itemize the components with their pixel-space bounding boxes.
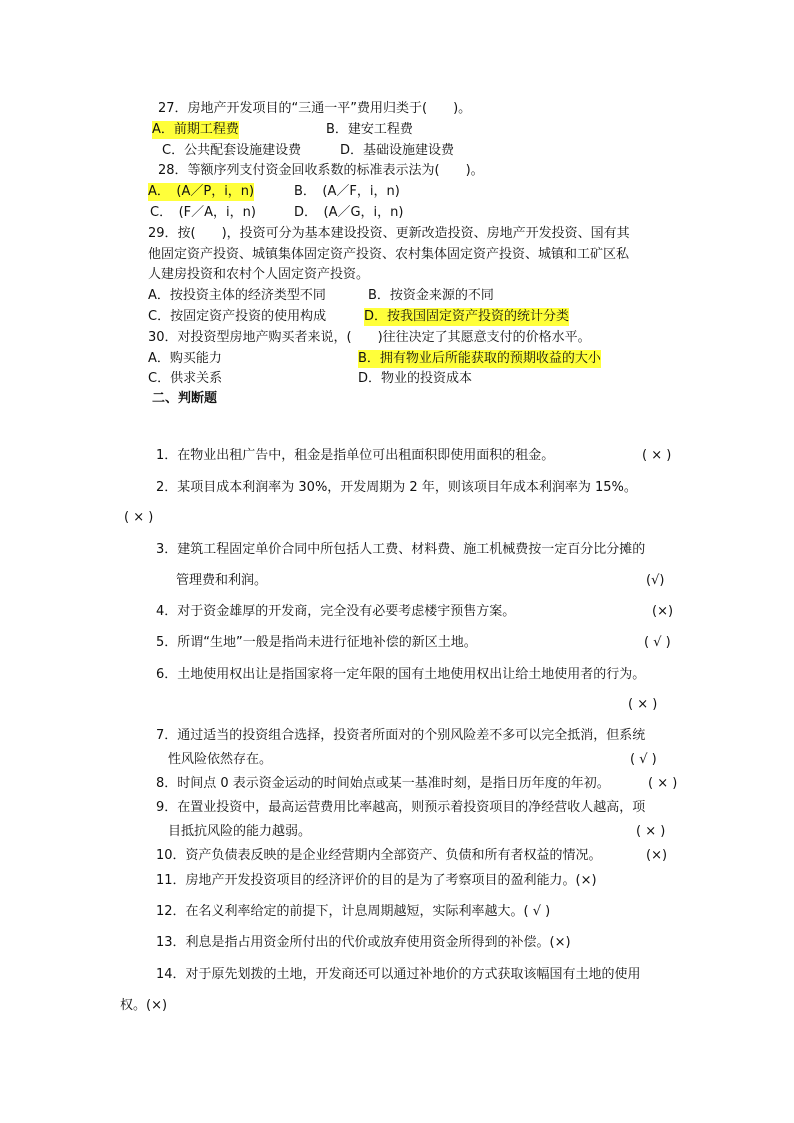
q28-option-c: C． (F／A，i，n) bbox=[150, 205, 256, 220]
tf-q14-text-line2: 权。(×) bbox=[120, 998, 168, 1013]
q30-option-a: A．购买能力 bbox=[148, 351, 222, 366]
tf-q3-text-line2: 管理费和利润。 bbox=[176, 573, 268, 588]
tf-q10-mark: (×) bbox=[646, 848, 668, 863]
q29-option-c: C．按固定资产投资的使用构成 bbox=[148, 309, 327, 324]
q28-option-d: D． (A／G，i，n) bbox=[294, 205, 404, 220]
q28-option-a: A． (A／P，i，n) bbox=[148, 184, 255, 199]
tf-q5-text: 5．所谓“生地”一般是指尚未进行征地补偿的新区土地。 bbox=[156, 635, 477, 650]
q27-option-a: A．前期工程费 bbox=[152, 122, 239, 137]
tf-q13-text: 13．利息是指占用资金所付出的代价或放弃使用资金所得到的补偿。(×) bbox=[156, 935, 571, 950]
q29-option-a: A．按投资主体的经济类型不同 bbox=[148, 288, 326, 303]
tf-q8-text: 8．时间点 0 表示资金运动的时间始点或某一基准时刻，是指日历年度的年初。 bbox=[156, 776, 610, 791]
tf-q3-mark: (√) bbox=[646, 573, 665, 588]
q29-stem-line2: 他固定资产投资、城镇集体固定资产投资、农村集体固定资产投资、城镇和工矿区私 bbox=[148, 247, 630, 262]
tf-q1-mark: ( × ) bbox=[642, 448, 672, 463]
q29-stem-line1: 29．按( )，投资可分为基本建设投资、更新改造投资、房地产开发投资、国有其 bbox=[148, 226, 630, 241]
tf-q6-text: 6．土地使用权出让是指国家将一定年限的国有土地使用权出让给土地使用者的行为。 bbox=[156, 667, 646, 682]
tf-q4-mark: (×) bbox=[652, 604, 674, 619]
q27-option-b: B．建安工程费 bbox=[326, 122, 413, 137]
q27-option-c: C．公共配套设施建设费 bbox=[162, 143, 302, 158]
q30-option-d: D．物业的投资成本 bbox=[358, 371, 473, 386]
tf-q5-mark: ( √ ) bbox=[644, 635, 671, 650]
section-title-true-false: 二、判断题 bbox=[152, 391, 218, 406]
q28-stem: 28．等额序列支付资金回收系数的标准表示法为( )。 bbox=[158, 163, 484, 178]
q30-option-b: B．拥有物业后所能获取的预期收益的大小 bbox=[358, 351, 601, 366]
tf-q4-text: 4．对于资金雄厚的开发商，完全没有必要考虑楼宇预售方案。 bbox=[156, 604, 516, 619]
tf-q6-mark: ( × ) bbox=[628, 697, 658, 712]
tf-q2-text: 2．某项目成本利润率为 30%，开发周期为 2 年，则该项目年成本利润率为 15%。 bbox=[156, 480, 637, 495]
q29-stem-line3: 人建房投资和农村个人固定资产投资。 bbox=[148, 267, 370, 282]
q30-option-c: C．供求关系 bbox=[148, 371, 223, 386]
tf-q11-text: 11．房地产开发投资项目的经济评价的目的是为了考察项目的盈利能力。(×) bbox=[156, 873, 597, 888]
tf-q2-mark: ( × ) bbox=[124, 510, 154, 525]
tf-q7-mark: ( √ ) bbox=[630, 752, 657, 767]
q29-option-d: D．按我国固定资产投资的统计分类 bbox=[364, 309, 570, 324]
tf-q9-mark: ( × ) bbox=[636, 824, 666, 839]
q27-option-d: D．基础设施建设费 bbox=[340, 143, 455, 158]
tf-q8-mark: ( × ) bbox=[648, 776, 678, 791]
tf-q7-text-line1: 7．通过适当的投资组合选择，投资者所面对的个别风险差不多可以完全抵消，但系统 bbox=[156, 728, 646, 743]
q30-stem: 30．对投资型房地产购买者来说，( )往往决定了其愿意支付的价格水平。 bbox=[148, 330, 591, 345]
q28-option-b: B． (A／F，i，n) bbox=[294, 184, 400, 199]
tf-q1-text: 1．在物业出租广告中，租金是指单位可出租面积即使用面积的租金。 bbox=[156, 448, 555, 463]
tf-q3-text-line1: 3．建筑工程固定单价合同中所包括人工费、材料费、施工机械费按一定百分比分摊的 bbox=[156, 542, 646, 557]
tf-q7-text-line2: 性风险依然存在。 bbox=[168, 752, 273, 767]
tf-q14-text-line1: 14．对于原先划拨的土地，开发商还可以通过补地价的方式获取该幅国有土地的使用 bbox=[156, 967, 641, 982]
q27-stem: 27．房地产开发项目的“三通一平”费用归类于( )。 bbox=[158, 101, 472, 116]
tf-q9-text-line1: 9．在置业投资中，最高运营费用比率越高，则预示着投资项目的净经营收人越高，项 bbox=[156, 800, 646, 815]
q29-option-b: B．按资金来源的不同 bbox=[368, 288, 494, 303]
tf-q9-text-line2: 目抵抗风险的能力越弱。 bbox=[168, 824, 312, 839]
tf-q10-text: 10．资产负债表反映的是企业经营期内全部资产、负债和所有者权益的情况。 bbox=[156, 848, 602, 863]
tf-q12-text: 12．在名义利率给定的前提下，计息周期越短，实际利率越大。( √ ) bbox=[156, 904, 551, 919]
